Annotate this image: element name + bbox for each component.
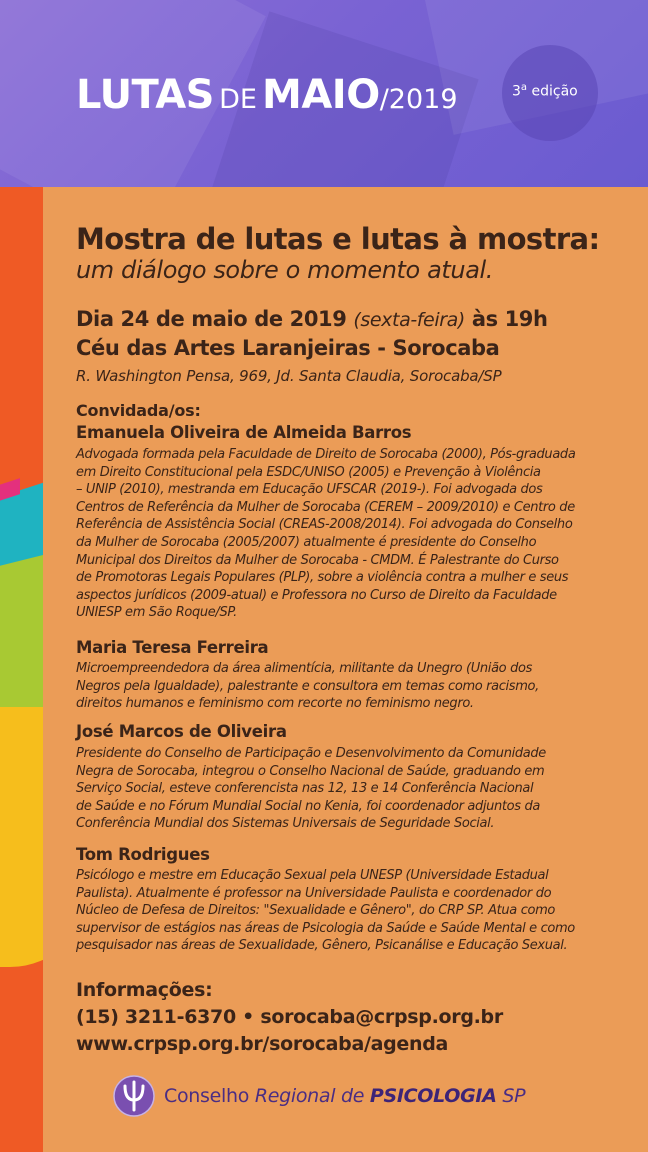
event-title: Mostra de lutas e lutas à mostra: — [76, 222, 600, 256]
guest-bio — [76, 446, 636, 622]
org-name-part: Conselho — [164, 1085, 255, 1107]
bio-line: Serviço Social, esteve conferencista nas 12, 13 e 14 Conferência Nacional — [76, 781, 534, 797]
strip-yellow — [0, 707, 43, 967]
title-de: DE — [219, 84, 257, 115]
bio-line: Advogada formada pela Faculdade de Direito de Sorocaba (2000), Pós-graduada — [76, 447, 576, 462]
bio-line: Centros de Referência da Mulher de Sorocaba (CEREM – 2009/2010) e Centro de — [76, 499, 575, 515]
bio-line: de Saúde e no Fórum Mundial Social no Kenia, foi coordenador adjuntos da — [76, 798, 540, 814]
event-series-title — [76, 72, 458, 118]
bio-line: Negros pela Igualdade), palestrante e consultora em temas como racismo, — [76, 678, 539, 694]
edition-text: edição — [527, 83, 578, 100]
bio-line: Núcleo de Defesa de Direitos: "Sexualidade e Gênero", do CRP SP. Atua como — [76, 903, 556, 919]
bio-line: Municipal dos Direitos da Mulher de Sorocaba - CMDM. É Palestrante do Curso — [76, 552, 559, 568]
date-text: Dia 24 de maio de 2019 — [76, 307, 354, 331]
psi-logo-icon — [112, 1074, 156, 1118]
bio-line: de Promotoras Legais Populares (PLP), sobre a violência contra a mulher e seus — [76, 570, 569, 586]
bio-line: Microempreendedora da área alimentícia, militante da Unegro (União dos — [76, 661, 532, 676]
org-name — [164, 1085, 525, 1107]
event-subtitle: um diálogo sobre o momento atual. — [76, 256, 493, 284]
guest-name: José Marcos de Oliveira — [76, 722, 287, 741]
guests-label: Convidada/os: — [76, 401, 201, 420]
title-year: /2019 — [379, 84, 458, 115]
bio-line: Referência de Assistência Social (CREAS-2008/2014). Foi advogada do Conselho — [76, 517, 573, 533]
bio-line: pesquisador nas áreas de Sexualidade, Gênero, Psicanálise e Educação Sexual. — [76, 938, 568, 954]
event-date — [76, 307, 548, 331]
bio-line: Conferência Mundial dos Sistemas Universais de Seguridade Social. — [76, 816, 495, 832]
info-contact[interactable]: (15) 3211-6370 • sorocaba@crpsp.org.br — [76, 1006, 503, 1028]
bio-line: supervisor de estágios nas áreas de Psicologia da Saúde e Saúde Mental e como — [76, 920, 575, 936]
date-weekday: (sexta-feira) — [353, 309, 465, 331]
guest-name: Emanuela Oliveira de Almeida Barros — [76, 423, 412, 442]
title-maio: MAIO — [262, 72, 380, 118]
bio-line: Negra de Sorocaba, integrou o Conselho Nacional de Saúde, graduando em — [76, 763, 545, 779]
bio-line: – UNIP (2010), mestranda em Educação UFSCAR (2019-). Foi advogada dos — [76, 482, 543, 498]
edition-label — [512, 82, 578, 100]
guest-name: Tom Rodrigues — [76, 845, 210, 864]
guest-name: Maria Teresa Ferreira — [76, 638, 269, 657]
guest-bio — [76, 660, 636, 713]
bio-line: em Direito Constitucional pela ESDC/UNISO (2005) e Prevenção à Violência — [76, 464, 541, 480]
guest-bio — [76, 867, 636, 955]
info-label: Informações: — [76, 979, 213, 1001]
decorative-strip — [0, 187, 43, 1152]
bio-line: Paulista). Atualmente é professor na Universidade Paulista e coordenador do — [76, 885, 552, 901]
org-name-part: Regional de — [254, 1085, 370, 1107]
event-venue: Céu das Artes Laranjeiras - Sorocaba — [76, 336, 500, 360]
bio-line: Psicólogo e mestre em Educação Sexual pela UNESP (Universidade Estadual — [76, 868, 549, 883]
event-address: R. Washington Pensa, 969, Jd. Santa Claudia, Sorocaba/SP — [76, 367, 502, 385]
bio-line: aspectos jurídicos (2009-atual) e Professora no Curso de Direito da Faculdade — [76, 587, 557, 603]
edition-number: 3 — [512, 83, 521, 100]
crp-logo — [112, 1073, 525, 1119]
title-lutas: LUTAS — [76, 72, 214, 118]
edition-sup: a — [520, 82, 528, 93]
header-banner — [0, 0, 648, 187]
info-website[interactable]: www.crpsp.org.br/sorocaba/agenda — [76, 1033, 449, 1055]
bio-line: da Mulher de Sorocaba (2005/2007) atualmente é presidente do Conselho — [76, 534, 537, 550]
bio-line: Presidente do Conselho de Participação e Desenvolvimento da Comunidade — [76, 746, 546, 761]
org-name-psicologia: PSICOLOGIA — [369, 1085, 497, 1107]
guest-bio — [76, 745, 636, 833]
bio-line: direitos humanos e feminismo com recorte no feminismo negro. — [76, 696, 474, 712]
bio-line: UNIESP em São Roque/SP. — [76, 605, 237, 621]
date-time: às 19h — [464, 307, 548, 331]
org-name-part: SP — [496, 1085, 526, 1107]
